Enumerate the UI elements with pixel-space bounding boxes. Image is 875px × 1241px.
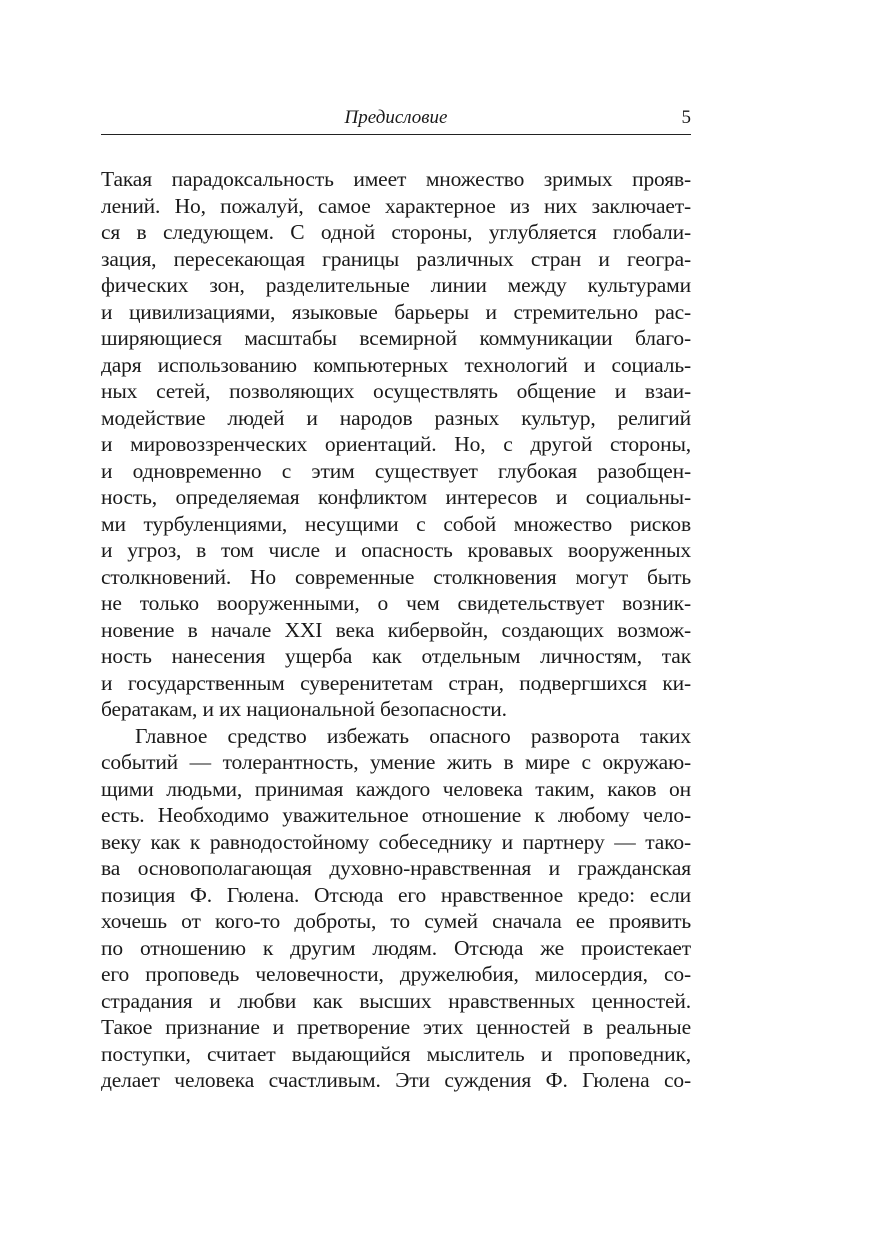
paragraph: [101, 723, 691, 1094]
text-line: щими людьми, принимая каждого человека таким, каков он: [101, 776, 691, 801]
text-line: зация, пересекающая границы различных стран и геогра-: [101, 246, 691, 271]
text-line: даря использованию компьютерных технологий и социаль-: [101, 352, 691, 377]
text-line: ность нанесения ущерба как отдельным личностям, так: [101, 644, 691, 668]
paragraph: [101, 166, 691, 723]
text-line: бератакам, и их национальной безопасности.: [101, 697, 507, 721]
text-line: ва основополагающая духовно-нравственная и гражданская: [101, 856, 691, 880]
text-line: фических зон, разделительные линии между культурами: [101, 273, 691, 297]
running-title: Предисловие: [344, 107, 448, 128]
text-line: столкновений. Но современные столкновения могут быть: [101, 564, 691, 589]
text-line: Главное средство избежать опасного разворота таких: [135, 723, 691, 748]
running-header: [101, 104, 691, 135]
text-line: поступки, считает выдающийся мыслитель и проповедник,: [101, 1041, 691, 1066]
text-line: и цивилизациями, языковые барьеры и стремительно рас-: [101, 299, 691, 324]
text-line: и одновременно с этим существует глубокая разобщен-: [101, 458, 691, 483]
text-line: лений. Но, пожалуй, самое характерное из них заключает-: [101, 193, 691, 218]
text-line: и угроз, в том числе и опасность кровавых вооруженных: [101, 538, 691, 562]
text-line: веку как к равнодостойному собеседнику и партнеру — тако-: [101, 829, 691, 854]
text-line: событий — толерантность, умение жить в мире с окружаю-: [101, 750, 691, 774]
text-line: и государственным суверенитетам стран, подвергшихся ки-: [101, 670, 691, 695]
text-line: ся в следующем. С одной стороны, углубляется глобали-: [101, 220, 691, 244]
text-line: ширяющиеся масштабы всемирной коммуникации благо-: [101, 326, 691, 350]
body-text: [101, 166, 691, 1094]
text-line: есть. Необходимо уважительное отношение к любому чело-: [101, 803, 691, 827]
text-line: хочешь от кого-то доброты, то сумей сначала ее проявить: [101, 909, 691, 933]
page-number: 5: [681, 107, 691, 128]
text-line: позиция Ф. Гюлена. Отсюда его нравственное кредо: если: [101, 882, 691, 907]
text-line: Такое признание и претворение этих ценностей в реальные: [101, 1015, 691, 1039]
text-line: ных сетей, позволяющих осуществлять общение и взаи-: [101, 379, 691, 403]
text-line: модействие людей и народов разных культур, религий: [101, 405, 691, 430]
text-line: делает человека счастливым. Эти суждения Ф. Гюлена со-: [101, 1068, 691, 1092]
text-line: ность, определяемая конфликтом интересов и социальны-: [101, 485, 691, 509]
text-line: ми турбуленциями, несущими с собой множество рисков: [101, 511, 691, 536]
text-line: по отношению к другим людям. Отсюда же проистекает: [101, 935, 691, 960]
text-line: страдания и любви как высших нравственных ценностей.: [101, 988, 691, 1013]
text-line: и мировоззренческих ориентаций. Но, с другой стороны,: [101, 432, 691, 456]
text-line: не только вооруженными, о чем свидетельствует возник-: [101, 591, 691, 615]
text-line: его проповедь человечности, дружелюбия, милосердия, со-: [101, 962, 691, 986]
text-line: Такая парадоксальность имеет множество зримых прояв-: [101, 167, 691, 191]
text-line: новение в начале XXI века кибервойн, создающих возмож-: [101, 617, 691, 642]
